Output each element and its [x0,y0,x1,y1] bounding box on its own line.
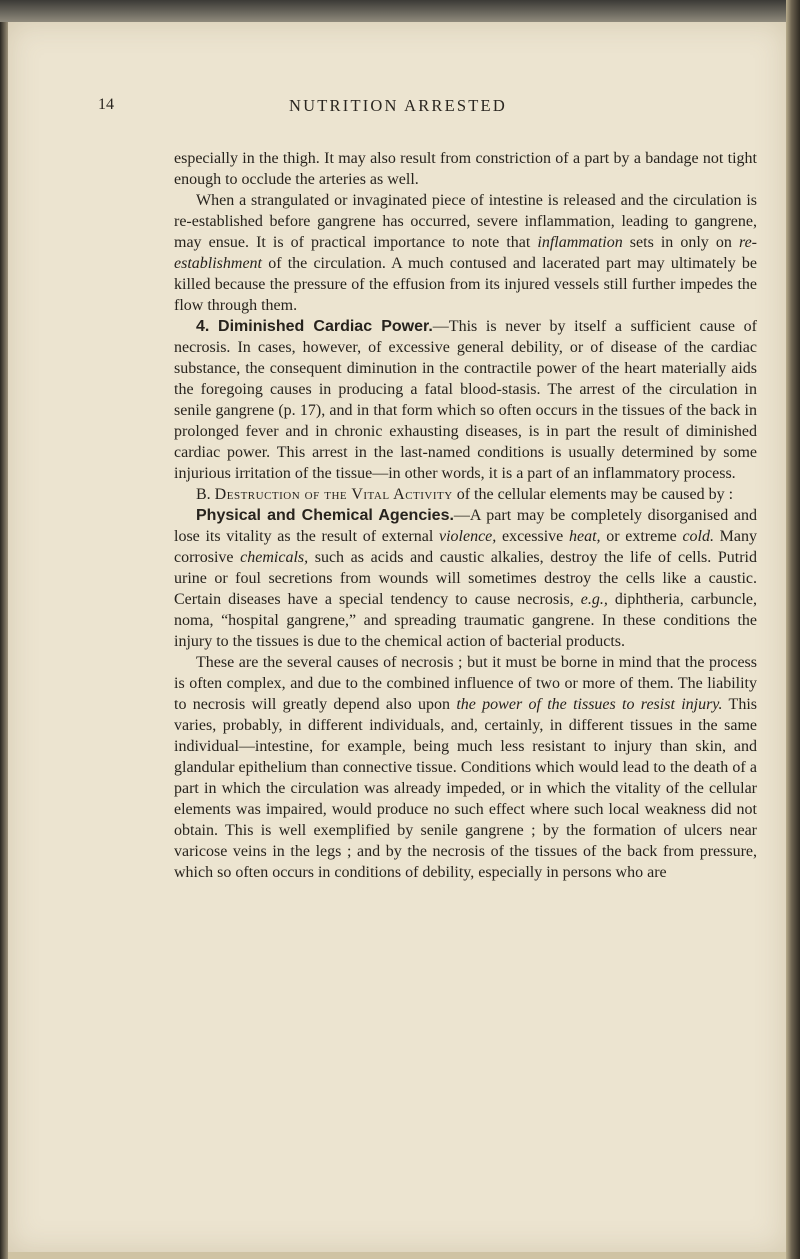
paragraph-2: When a strangulated or invaginated piece of intestine is released and the circulation is re-established before gangrene has occurred, severe inflammation, leading to gangrene, may ensue. It is of practical importance to note that inflammation sets in only on re-establishment of the circulation. A much contused and lacerated part may ultimately be killed because the pressure of the effusion from its injured vessels still further impedes the flow through them. [174,192,757,314]
book-binding-edge [786,0,800,1259]
emphasis-text: re-establishment [174,234,757,272]
page-number: 14 [98,96,114,113]
emphasis-text: the power of the tissues to resist injury. [456,696,723,713]
running-head: NUTRITION ARRESTED [289,96,507,115]
emphasis-text: inflammation [537,234,623,251]
emphasis-text: cold. [682,528,714,545]
paragraph-agencies: Physical and Chemical Agencies.—A part may be completely disorganised and lose its vitality as the result of external violence, excessive heat, or extreme cold. Many corrosive chemicals, such as acids and caustic alkalies, destroy the life of cells. Putrid urine or foul secretions from wounds will sometimes destroy the cells like a caustic. Certain diseases have a special tendency to cause necrosis, e.g., diphtheria, carbuncle, noma, “hospital gangrene,” and spreading traumatic gangrene. In these conditions the injury to the tissues is due to the chemical action of bacterial products. [174,507,758,650]
page-body [174,148,757,883]
emphasis-text: chemicals, [240,549,309,566]
emphasis-text: e.g., [580,591,608,608]
scan-top-edge [0,0,800,22]
scan-left-edge [0,22,8,1259]
page-header [98,96,698,122]
section-heading: Physical and Chemical Agencies. [196,507,454,524]
section-heading: Diminished Cardiac Power. [218,318,433,335]
emphasis-text: heat, [568,528,601,545]
small-caps-heading: Destruction of the Vital Activity [214,486,453,503]
section-number: 4. [196,318,210,335]
emphasis-text: violence, [438,528,497,545]
paragraph-destruction: B. Destruction of the Vital Activity of the cellular elements may be caused by : [196,486,734,503]
section-letter: B. [196,486,211,503]
paragraph-1: especially in the thigh. It may also result from constriction of a part by a bandage not tight enough to occlude the arteries as well. [174,150,757,188]
paragraph-causes: These are the several causes of necrosis ; but it must be borne in mind that the process is often complex, and due to the combined influence of two or more of them. The liability to necrosis will greatly depend also upon the power of the tissues to resist injury. This varies, probably, in different individuals, and, certainly, in different tissues in the same individual—intestine, for example, being much less resistant to injury than skin, and glandular epithelium than connective tissue. Conditions which would lead to the death of a part in which the circulation was already impeded, or in which the vitality of the cellular elements was impaired, would produce no such effect where such local weakness did not obtain. This is well exemplified by senile gangrene ; by the formation of ulcers near varicose veins in the legs ; and by the necrosis of the tissues of the back from pressure, which so often occurs in conditions of debility, especially in persons who are [174,654,757,881]
paragraph-cardiac-power: 4. Diminished Cardiac Power.—This is never by itself a sufficient cause of necrosis. In cases, however, of excessive general debility, or of disease of the cardiac substance, the consequent diminution in the contractile power of the heart materially aids the foregoing causes in producing a fatal blood-stasis. The arrest of the circulation in senile gangrene (p. 17), and in that form which so often occurs in the tissues of the back in prolonged fever and in chronic exhausting diseases, is in part the result of diminished cardiac power. This arrest in the last-named conditions is usually determined by some injurious irritation of the tissue—in other words, it is a part of an inflammatory process. [174,318,757,482]
